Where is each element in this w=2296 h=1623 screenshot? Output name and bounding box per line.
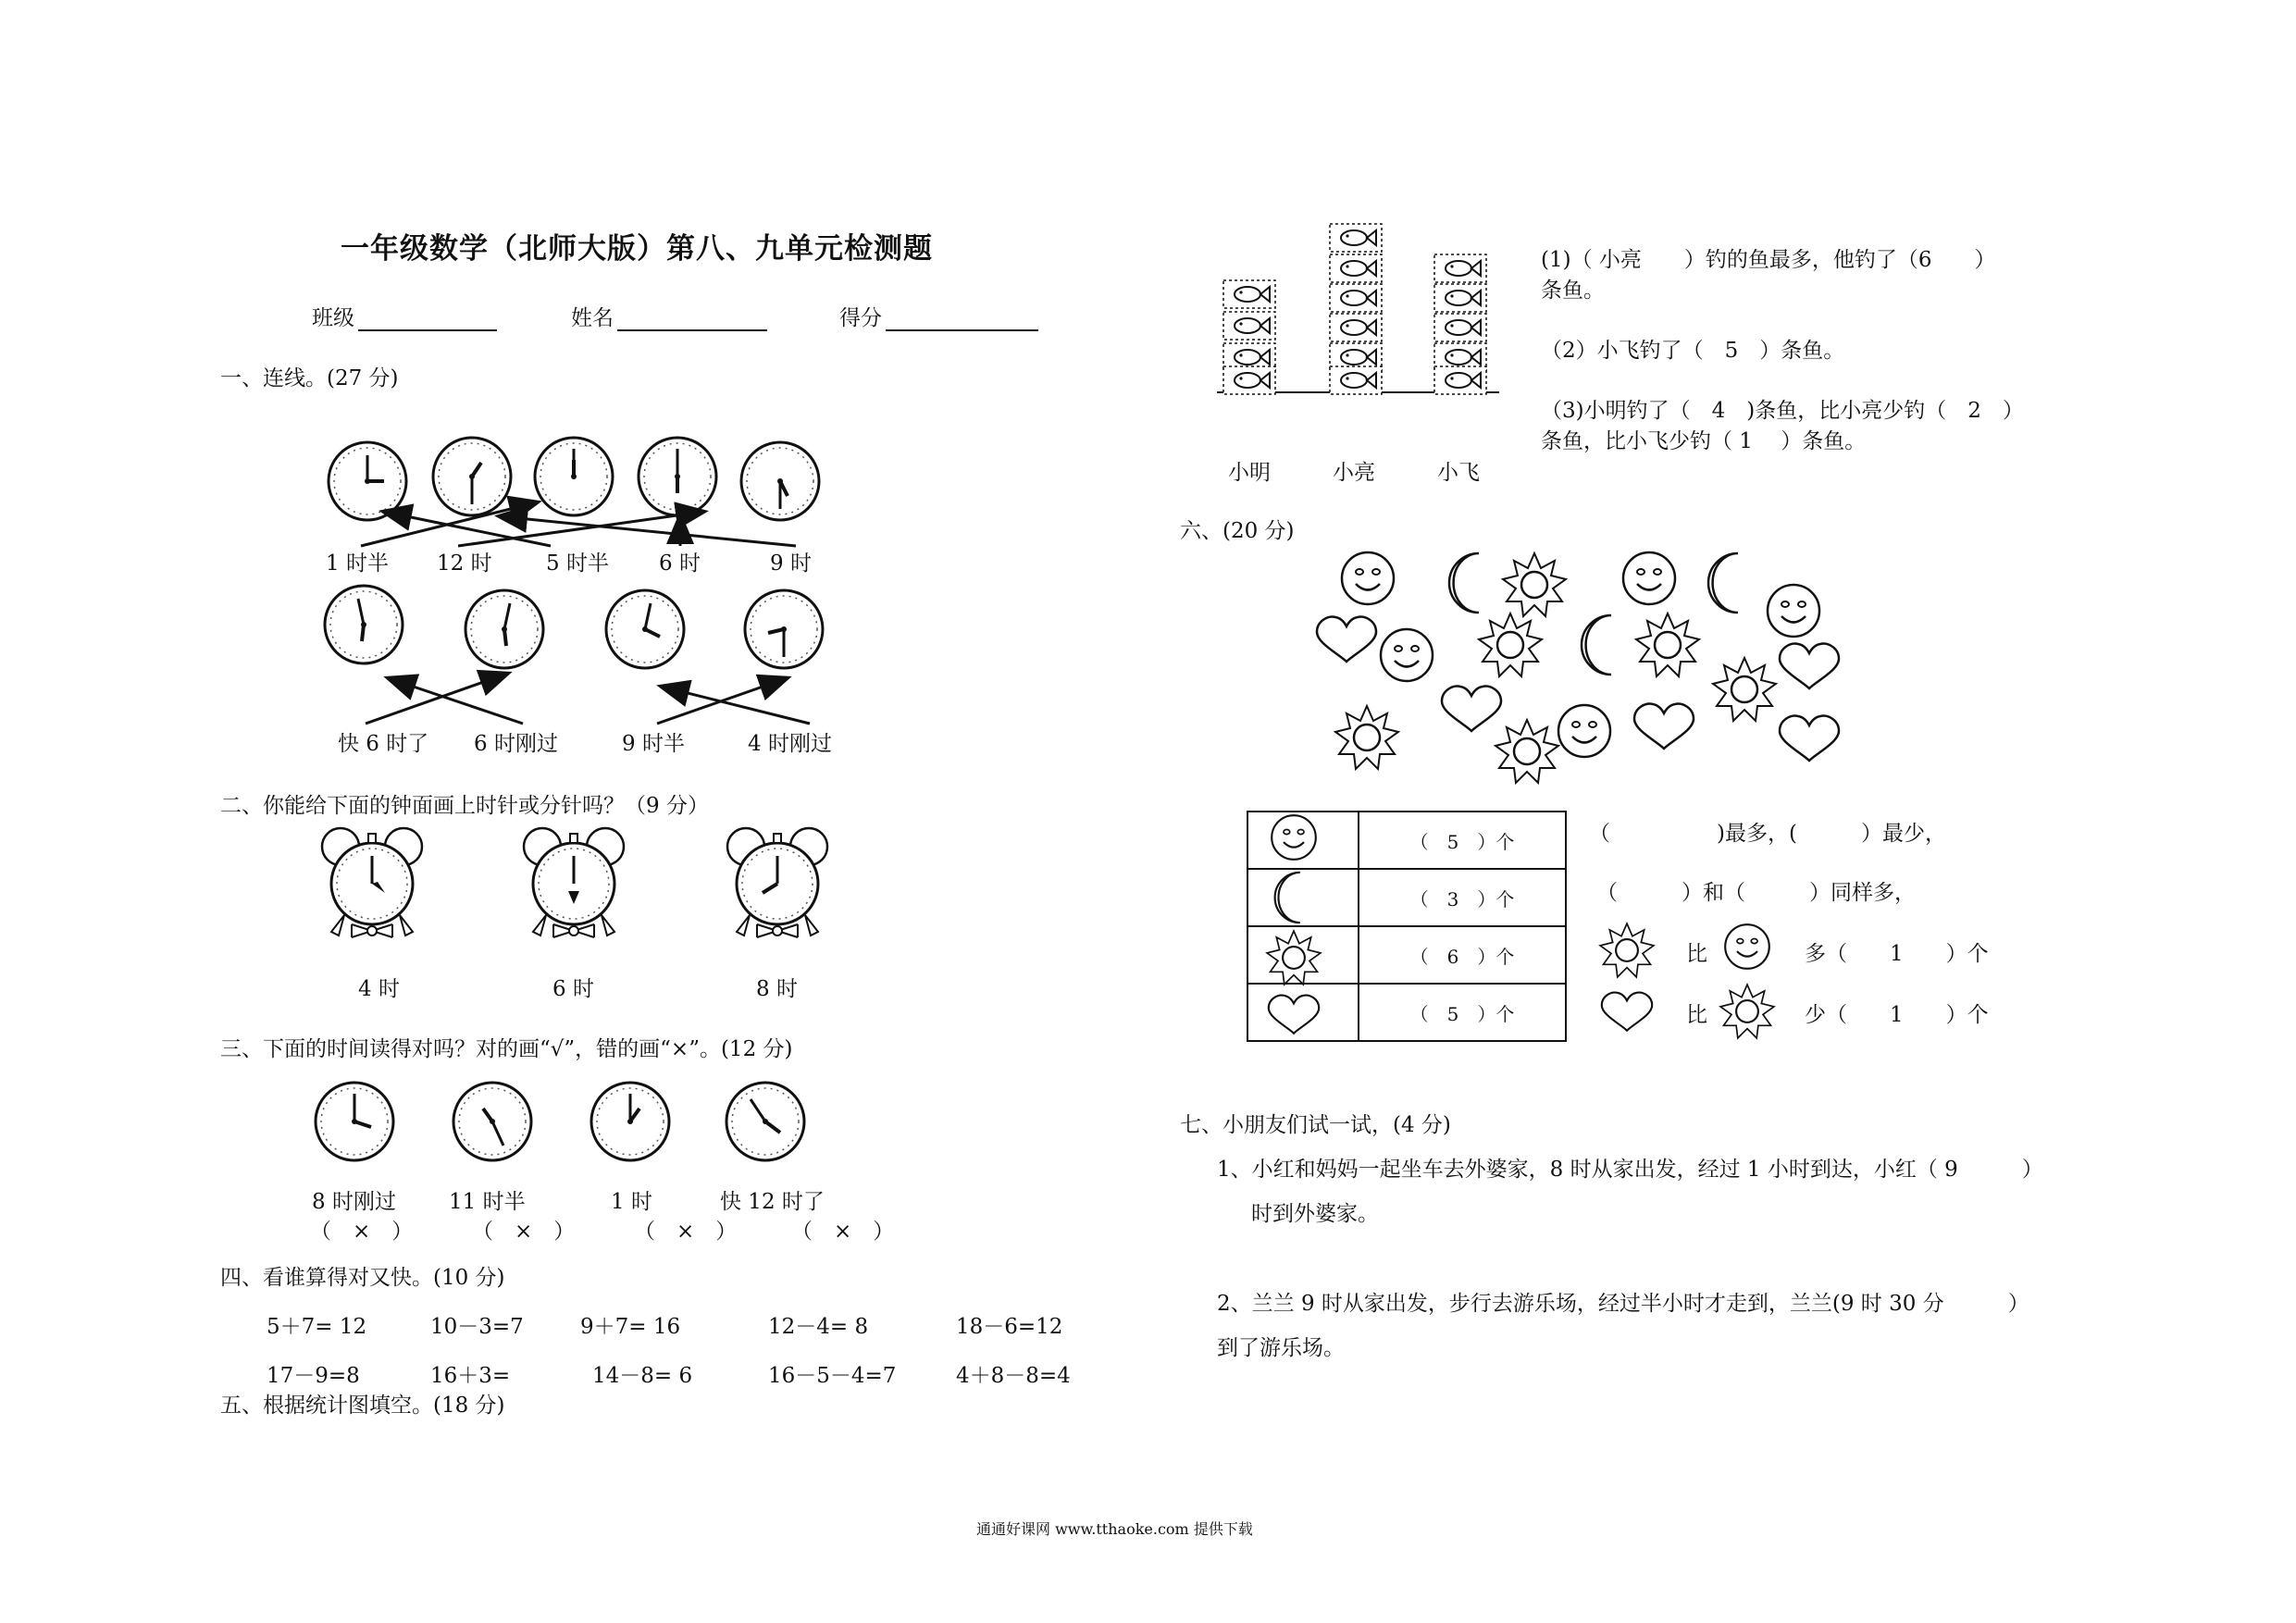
sec4-heading: 四、看谁算得对又快。(10 分): [220, 1266, 505, 1290]
count-icon-cell: [1247, 984, 1359, 1041]
sec5-q1b: 条鱼。: [1541, 279, 1605, 303]
calc-10: 4＋8－8=4: [956, 1364, 1071, 1388]
sec5-heading: 五、根据统计图填空。(18 分): [220, 1394, 505, 1418]
scattered-shapes: [1317, 552, 1839, 783]
cmp2-sun-icon: [1720, 985, 1774, 1038]
calc-1: 5＋7= 12: [267, 1315, 367, 1339]
sec2-label-3: 8 时: [756, 977, 798, 1001]
sec6-heading: 六、(20 分): [1180, 519, 1295, 543]
count-icon-cell: [1247, 869, 1359, 926]
sec1-label-3: 5 时半: [546, 551, 609, 576]
sec2-alarm-clock-1[interactable]: [322, 828, 422, 937]
cmp2-heart-icon: [1602, 993, 1652, 1031]
sec1-clock-2: [433, 438, 511, 515]
cmp1-sun-icon: [1600, 923, 1654, 977]
sec2-alarm-clock-3[interactable]: [727, 828, 827, 937]
calc-4: 12－4= 8: [768, 1315, 869, 1339]
sec1-clock-3: [535, 438, 613, 515]
sec1-clock-8: [606, 590, 684, 668]
calc-3: 9＋7= 16: [580, 1315, 681, 1339]
score-label: 得分: [839, 306, 882, 330]
sec1-heading: 一、连线。(27 分): [220, 366, 399, 390]
fish-column-xiaoming: [1223, 280, 1275, 394]
sec7-p1a: 1、小红和妈妈一起坐车去外婆家，8 时从家出发，经过 1 小时到达，小红（ 9 ）: [1217, 1158, 2043, 1182]
count-table: [1247, 811, 1567, 1042]
fish-column-xiaoliang: [1330, 224, 1382, 394]
sec7-p1b: 时到外婆家。: [1251, 1202, 1379, 1226]
sec1-clock-1: [329, 442, 406, 520]
sec3-clock-3: [591, 1083, 669, 1160]
sec7-p2b: 到了游乐场。: [1217, 1336, 1345, 1360]
sec6-q2: （ ）和（ ）同样多，: [1596, 881, 1916, 905]
sec3-answer-4[interactable]: （ × ）: [791, 1220, 895, 1244]
sec5-q1: (1)（ 小亮 ）钓的鱼最多，他钓了（6 ）: [1541, 248, 1996, 272]
calc-7: 16＋3=: [430, 1364, 511, 1388]
sec3-label-1: 8 时刚过: [312, 1190, 396, 1214]
sec2-alarm-clock-2[interactable]: [524, 828, 624, 937]
sec6-q1: （ )最多，( ）最少，: [1589, 822, 1946, 846]
calc-5: 18－6=12: [956, 1315, 1063, 1339]
sec5-q3: （3)小明钓了（ 4 )条鱼，比小亮少钓（ 2 ）: [1541, 399, 2024, 423]
count-row-heart: [1247, 984, 1566, 1041]
sec5-q2: （2）小飞钓了（ 5 ）条鱼。: [1541, 339, 1845, 363]
sec1-label-2: 12 时: [437, 551, 492, 576]
count-row-sun: [1247, 926, 1566, 984]
sec1-label-9: 4 时刚过: [748, 732, 832, 756]
name-label: 姓名: [571, 306, 614, 330]
cmp2-than: 比: [1686, 1003, 1707, 1027]
sec3-clock-2: [453, 1083, 531, 1160]
sec3-label-2: 11 时半: [449, 1190, 526, 1214]
fish-column-xiaofei: [1434, 254, 1486, 394]
calc-2: 10－3=7: [430, 1315, 524, 1339]
sec1-label-8: 9 时半: [622, 732, 685, 756]
page-title: 一年级数学（北师大版）第八、九单元检测题: [341, 232, 933, 266]
class-label: 班级: [312, 306, 354, 330]
count-icon-cell: [1247, 926, 1359, 984]
fish-pictograph: [1217, 224, 1499, 394]
sec7-heading: 七、小朋友们试一试，(4 分): [1180, 1113, 1451, 1137]
count-row-moon: [1247, 869, 1566, 926]
sec1-label-5: 9 时: [770, 551, 812, 576]
sec1-clock-5: [741, 442, 819, 520]
sec1-label-1: 1 时半: [326, 551, 389, 576]
calc-8: 14－8= 6: [592, 1364, 693, 1388]
sec3-clock-1: [316, 1083, 393, 1160]
count-value-moon[interactable]: （ 3 ）个: [1359, 869, 1566, 926]
cmp1-text: 多（ 1 ）个: [1805, 942, 1989, 966]
sec3-answer-1[interactable]: （ × ）: [310, 1220, 414, 1244]
sec3-heading: 三、下面的时间读得对吗？对的画“√”，错的画“×”。(12 分): [220, 1037, 793, 1061]
calc-6: 17－9=8: [267, 1364, 360, 1388]
sec1-clock-7: [465, 590, 543, 668]
count-value-heart[interactable]: （ 5 ）个: [1359, 984, 1566, 1041]
sec5-q3b: 条鱼，比小飞少钓（ 1 ）条鱼。: [1541, 429, 1867, 453]
count-value-sun[interactable]: （ 6 ）个: [1359, 926, 1566, 984]
sec7-p2a: 2、兰兰 9 时从家出发，步行去游乐场，经过半小时才走到，兰兰(9 时 30 分 ）: [1217, 1292, 2029, 1316]
sec2-label-1: 4 时: [358, 977, 400, 1001]
count-icon-cell: [1247, 812, 1359, 869]
sec1-label-6: 快 6 时了: [338, 732, 429, 756]
sec2-label-2: 6 时: [552, 977, 594, 1001]
sec3-label-3: 1 时: [611, 1190, 652, 1214]
count-row-smile: [1247, 812, 1566, 869]
sec3-label-4: 快 12 时了: [720, 1190, 825, 1214]
sec1-clock-6: [325, 586, 403, 663]
sec3-clock-4: [726, 1083, 804, 1160]
fish-name-xiaofei: 小飞: [1437, 461, 1480, 485]
sec1-row2-lines: [366, 674, 810, 724]
cmp2-text: 少（ 1 ）个: [1805, 1003, 1989, 1027]
sec3-answer-3[interactable]: （ × ）: [634, 1220, 738, 1244]
fish-name-xiaoming: 小明: [1228, 461, 1271, 485]
count-value-smile[interactable]: （ 5 ）个: [1359, 812, 1566, 869]
sec1-clock-9: [745, 590, 823, 668]
fish-name-xiaoliang: 小亮: [1333, 461, 1375, 485]
sec1-label-4: 6 时: [659, 551, 701, 576]
cmp1-smile-icon: [1725, 924, 1769, 969]
calc-9: 16－5－4=7: [768, 1364, 897, 1388]
footer: 通通好课网 www.tthaoke.com 提供下载: [976, 1520, 1253, 1538]
sec1-label-7: 6 时刚过: [474, 732, 558, 756]
cmp1-than: 比: [1686, 942, 1707, 966]
sec2-heading: 二、你能给下面的钟面画上时针或分针吗？（9 分）: [220, 794, 709, 818]
sec1-clock-4: [639, 438, 716, 515]
sec3-answer-2[interactable]: （ × ）: [472, 1220, 576, 1244]
